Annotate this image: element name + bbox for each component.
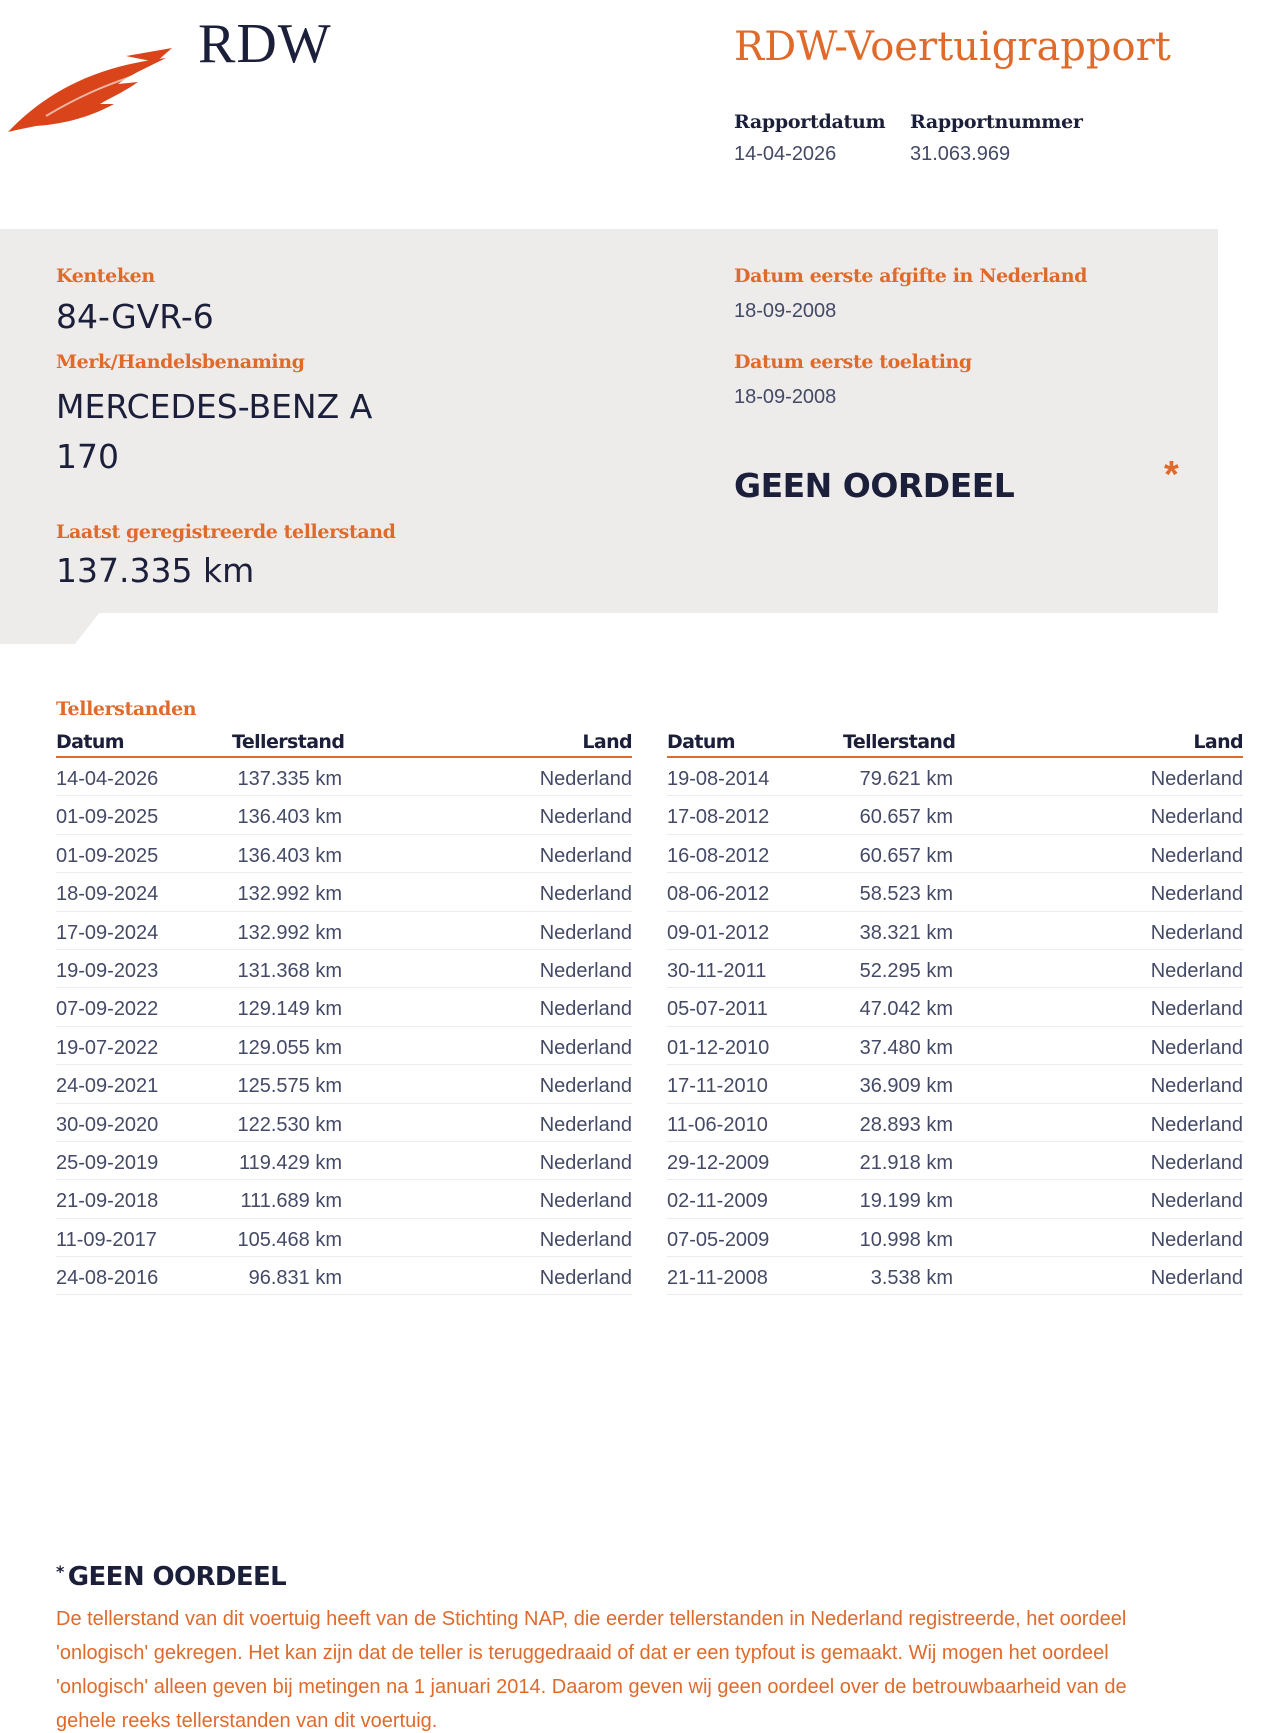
cell-country: Nederland (1150, 883, 1243, 906)
table-row (667, 873, 1243, 911)
table-row (667, 1142, 1243, 1180)
cell-country: Nederland (1150, 1036, 1243, 1059)
cell-date: 18-09-2024 (56, 883, 159, 906)
first-issue-nl-label: Datum eerste afgifte in Nederland (734, 265, 1088, 287)
header-date: Datum (667, 731, 735, 753)
cell-reading: 58.523 km (859, 883, 953, 906)
cell-date: 29-12-2009 (667, 1151, 770, 1174)
cell-reading: 132.992 km (237, 883, 342, 906)
last-odometer-value: 137.335 km (56, 551, 255, 590)
cell-country: Nederland (1150, 1113, 1243, 1136)
cell-country: Nederland (539, 1075, 632, 1098)
table-row (667, 1065, 1243, 1103)
cell-reading: 122.530 km (237, 1113, 342, 1136)
cell-date: 08-06-2012 (667, 883, 770, 906)
report-date: 14-04-2026 (734, 143, 837, 165)
cell-date: 19-07-2022 (56, 1036, 159, 1059)
cell-reading: 96.831 km (248, 1267, 342, 1290)
cell-date: 11-09-2017 (56, 1228, 157, 1251)
cell-reading: 119.429 km (238, 1151, 342, 1174)
report-number: 31.063.969 (910, 143, 1011, 165)
cell-date: 24-09-2021 (56, 1075, 159, 1098)
cell-reading: 136.403 km (237, 806, 342, 829)
odometer-table-left (56, 728, 632, 1295)
cell-reading: 37.480 km (859, 1036, 953, 1059)
cell-country: Nederland (539, 883, 632, 906)
cell-date: 05-07-2011 (667, 998, 768, 1021)
footnote-marker: * (56, 1562, 64, 1581)
report-title: RDW-Voertuigrapport (734, 24, 1171, 70)
footnote-title (56, 1562, 286, 1592)
cell-date: 21-11-2008 (667, 1267, 768, 1290)
table-row (56, 1104, 632, 1142)
cell-date: 17-11-2010 (667, 1075, 768, 1098)
cell-country: Nederland (1150, 1151, 1243, 1174)
cell-reading: 21.918 km (859, 1151, 953, 1174)
last-odometer-label: Laatst geregistreerde tellerstand (56, 521, 396, 543)
footnote-text: De tellerstand van dit voertuig heeft van de Stichting NAP, die eerder tellerstanden in Nederland registreerde, het oordeel 'onlogisch' gekregen. Het kan zijn dat de teller is teruggedraaid of dat er een typfout is gemaakt. Wij mogen het oordeel 'onlogisch' alleen geven bij metingen na 1 januari 2014. Daarom geven wij geen oordeel over de betrouwbaarheid van de gehele reeks tellerstanden van dit voertuig. (56, 1608, 1127, 1732)
table-row (667, 912, 1243, 950)
table-row (56, 873, 632, 911)
cell-country: Nederland (539, 1190, 632, 1213)
cell-country: Nederland (539, 806, 632, 829)
cell-country: Nederland (539, 768, 632, 790)
table-body (56, 758, 632, 1295)
make-value-line2: 170 (56, 437, 119, 476)
table-row (667, 1180, 1243, 1218)
cell-country: Nederland (539, 921, 632, 944)
table-body (667, 758, 1243, 1295)
cell-country: Nederland (1150, 921, 1243, 944)
table-row (667, 758, 1243, 796)
cell-date: 30-11-2011 (667, 959, 767, 982)
plate-value: 84-GVR-6 (56, 297, 214, 336)
table-row (667, 835, 1243, 873)
cell-country: Nederland (1150, 768, 1243, 790)
table-row (667, 796, 1243, 834)
cell-country: Nederland (539, 1228, 632, 1251)
cell-reading: 129.055 km (237, 1036, 342, 1059)
cell-date: 16-08-2012 (667, 844, 770, 867)
cell-date: 25-09-2019 (56, 1151, 159, 1174)
rdw-logo-icon (6, 46, 172, 136)
cell-reading: 47.042 km (859, 998, 953, 1021)
cell-reading: 28.893 km (859, 1113, 953, 1136)
cell-reading: 137.335 km (237, 768, 342, 790)
odometer-section-title: Tellerstanden (56, 698, 197, 720)
cell-date: 01-09-2025 (56, 806, 159, 829)
cell-country: Nederland (1150, 806, 1243, 829)
cell-country: Nederland (1150, 1190, 1243, 1213)
cell-reading: 136.403 km (237, 844, 342, 867)
first-admission-value: 18-09-2008 (734, 386, 837, 408)
cell-date: 11-06-2010 (667, 1113, 768, 1136)
make-label: Merk/Handelsbenaming (56, 351, 305, 373)
cell-date: 17-09-2024 (56, 921, 159, 944)
plate-label: Kenteken (56, 265, 155, 287)
panel-tail (0, 612, 100, 644)
cell-reading: 60.657 km (859, 844, 953, 867)
cell-reading: 19.199 km (859, 1190, 953, 1213)
cell-reading: 132.992 km (237, 921, 342, 944)
header-reading: Tellerstand (232, 731, 345, 753)
table-row (56, 950, 632, 988)
table-row (56, 1180, 632, 1218)
cell-reading: 52.295 km (859, 959, 953, 982)
cell-date: 02-11-2009 (667, 1190, 768, 1213)
cell-date: 17-08-2012 (667, 806, 770, 829)
first-admission-label: Datum eerste toelating (734, 351, 972, 373)
cell-date: 09-01-2012 (667, 921, 770, 944)
cell-country: Nederland (1150, 998, 1243, 1021)
cell-reading: 79.621 km (859, 768, 953, 790)
table-row (56, 835, 632, 873)
cell-reading: 105.468 km (237, 1228, 342, 1251)
verdict-badge: GEEN OORDEEL (734, 466, 1015, 505)
header-country: Land (582, 731, 632, 753)
cell-country: Nederland (539, 1151, 632, 1174)
cell-country: Nederland (1150, 1075, 1243, 1098)
table-row (667, 988, 1243, 1026)
cell-date: 24-08-2016 (56, 1267, 159, 1290)
cell-country: Nederland (539, 998, 632, 1021)
cell-country: Nederland (1150, 959, 1243, 982)
cell-reading: 125.575 km (237, 1075, 342, 1098)
table-header (56, 728, 632, 758)
cell-country: Nederland (1150, 1267, 1243, 1290)
cell-country: Nederland (539, 959, 632, 982)
table-header (667, 728, 1243, 758)
cell-country: Nederland (1150, 1228, 1243, 1251)
table-row (667, 1219, 1243, 1257)
report-number-label: Rapportnummer (910, 111, 1083, 133)
cell-country: Nederland (1150, 844, 1243, 867)
cell-country: Nederland (539, 844, 632, 867)
cell-date: 14-04-2026 (56, 768, 159, 790)
cell-reading: 36.909 km (859, 1075, 953, 1098)
cell-date: 19-08-2014 (667, 768, 770, 790)
table-row (56, 1027, 632, 1065)
odometer-table-right (667, 728, 1243, 1295)
header-date: Datum (56, 731, 124, 753)
table-row (667, 950, 1243, 988)
cell-reading: 111.689 km (240, 1190, 342, 1213)
make-value-line1: MERCEDES-BENZ A (56, 387, 373, 426)
summary-panel (0, 229, 1218, 613)
table-row (56, 1257, 632, 1295)
table-row (56, 1219, 632, 1257)
cell-country: Nederland (539, 1036, 632, 1059)
cell-reading: 38.321 km (859, 921, 953, 944)
table-row (667, 1257, 1243, 1295)
table-row (56, 758, 632, 796)
table-row (56, 1065, 632, 1103)
footnote-title-text: GEEN OORDEEL (67, 1562, 287, 1592)
table-row (56, 1142, 632, 1180)
table-row (667, 1027, 1243, 1065)
cell-reading: 131.368 km (237, 959, 342, 982)
cell-date: 01-09-2025 (56, 844, 159, 867)
cell-reading: 129.149 km (237, 998, 342, 1021)
table-row (667, 1104, 1243, 1142)
table-row (56, 988, 632, 1026)
cell-reading: 10.998 km (859, 1228, 953, 1251)
table-row (56, 912, 632, 950)
cell-reading: 3.538 km (870, 1267, 953, 1290)
verdict-asterisk: * (1164, 454, 1179, 496)
report-date-label: Rapportdatum (734, 111, 886, 133)
cell-reading: 60.657 km (859, 806, 953, 829)
header-reading: Tellerstand (843, 731, 956, 753)
cell-date: 01-12-2010 (667, 1036, 770, 1059)
logo-text: RDW (198, 13, 332, 75)
cell-date: 07-05-2009 (667, 1228, 770, 1251)
cell-date: 21-09-2018 (56, 1190, 159, 1213)
cell-date: 19-09-2023 (56, 959, 159, 982)
cell-country: Nederland (539, 1113, 632, 1136)
header-country: Land (1193, 731, 1243, 753)
first-issue-nl-value: 18-09-2008 (734, 300, 837, 322)
table-row (56, 796, 632, 834)
cell-country: Nederland (539, 1267, 632, 1290)
cell-date: 30-09-2020 (56, 1113, 159, 1136)
cell-date: 07-09-2022 (56, 998, 159, 1021)
